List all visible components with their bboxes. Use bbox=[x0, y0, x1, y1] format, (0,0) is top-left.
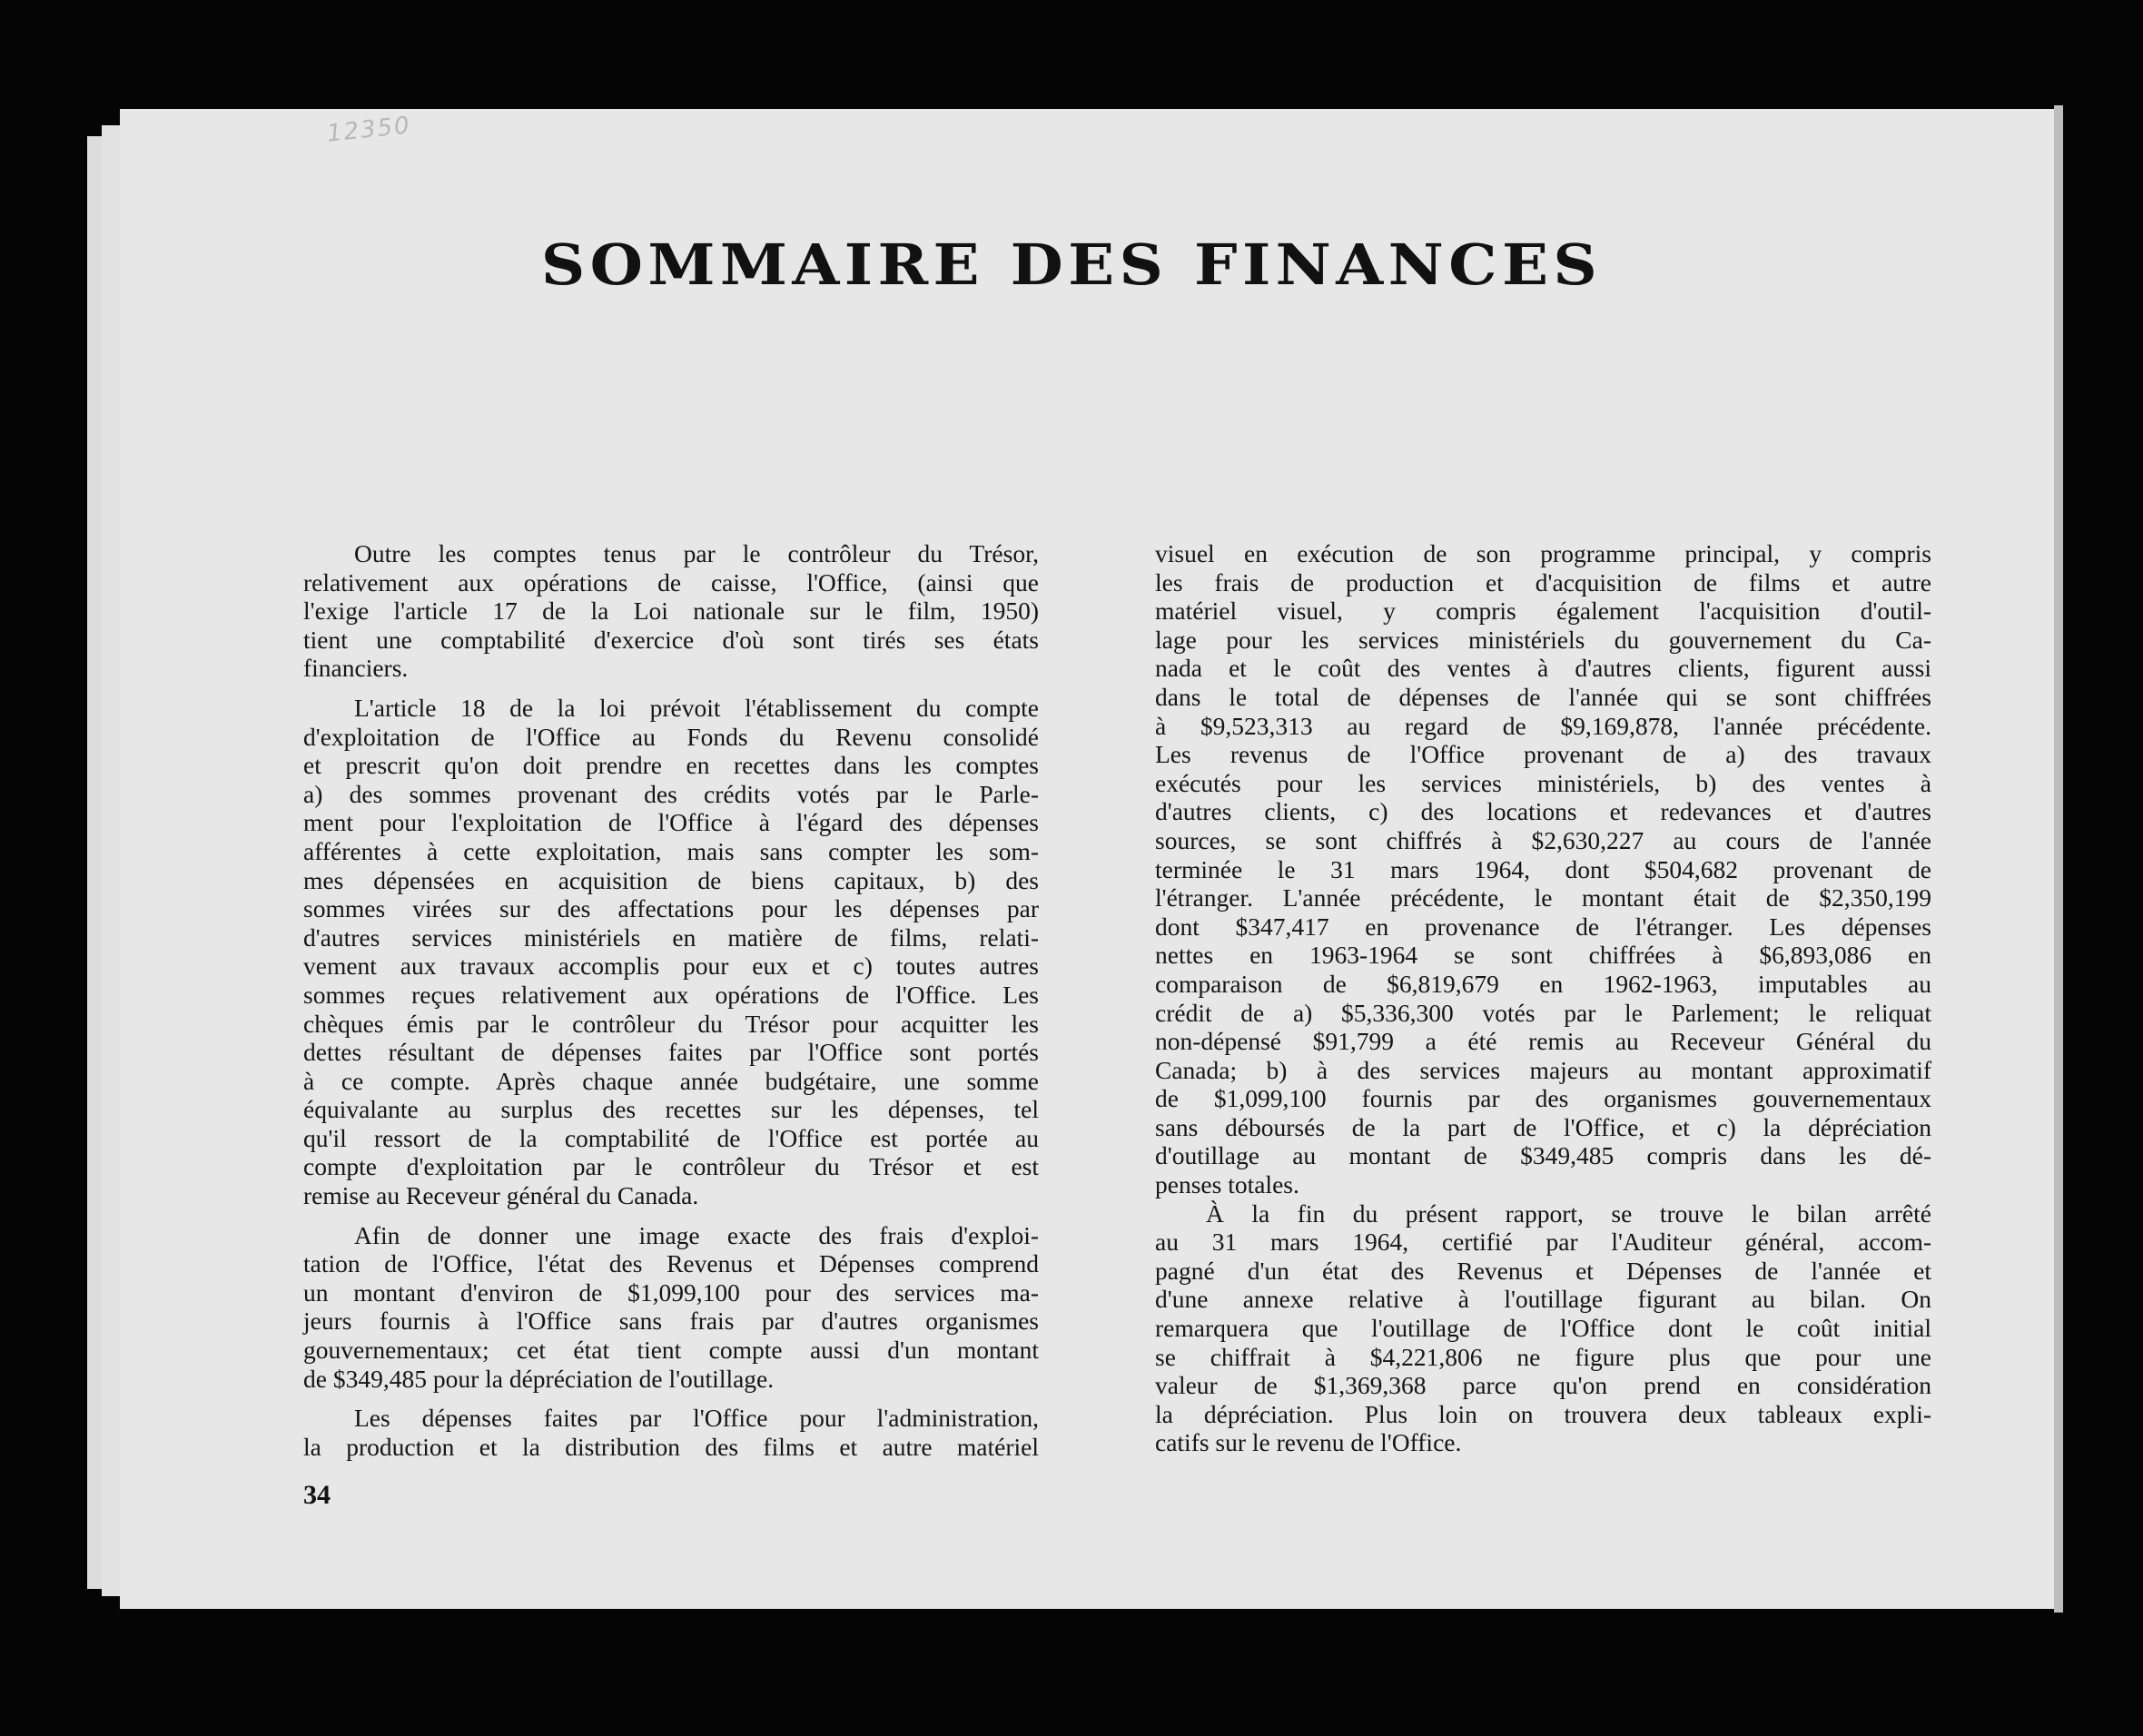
text-line: sans déboursés de la part de l'Office, et c) la dépréciation bbox=[1155, 1112, 1931, 1141]
text-line: d'outillage au montant de $349,485 compris dans les dé- bbox=[1155, 1141, 1931, 1170]
text-line: vement aux travaux accomplis pour eux et c) toutes autres bbox=[303, 952, 1039, 981]
text-line: jeurs fournis à l'Office sans frais par d'autres organismes bbox=[303, 1307, 1039, 1336]
text-line: qu'il ressort de la comptabilité de l'Office est portée au bbox=[303, 1123, 1039, 1152]
text-line: équivalante au surplus des recettes sur les dépenses, tel bbox=[303, 1095, 1039, 1124]
text-line: pagné d'un état des Revenus et Dépenses de l'année et bbox=[1155, 1256, 1931, 1285]
text-line: sommes virées sur des affectations pour les dépenses par bbox=[303, 894, 1039, 923]
text-line: d'autres clients, c) des locations et redevances et d'autres bbox=[1155, 797, 1931, 826]
text-line: compte d'exploitation par le contrôleur du Trésor et est bbox=[303, 1152, 1039, 1181]
text-line: relativement aux opérations de caisse, l'Office, (ainsi que bbox=[303, 567, 1039, 597]
text-line: de $1,099,100 fournis par des organismes gouvernementaux bbox=[1155, 1084, 1931, 1113]
text-line: à ce compte. Après chaque année budgétaire, une somme bbox=[303, 1066, 1039, 1095]
text-line: chèques émis par le contrôleur du Trésor pour acquitter les bbox=[303, 1009, 1039, 1038]
text-line: l'exige l'article 17 de la Loi nationale sur le film, 1950) bbox=[303, 597, 1039, 626]
right-column bbox=[1155, 539, 1931, 1468]
paragraph bbox=[1155, 539, 1931, 1199]
text-line: Les revenus de l'Office provenant de a) des travaux bbox=[1155, 740, 1931, 769]
text-line: sources, se sont chiffrés à $2,630,227 au cours de l'année bbox=[1155, 825, 1931, 854]
text-line: crédit de a) $5,336,300 votés par le Parlement; le reliquat bbox=[1155, 998, 1931, 1027]
text-line: d'autres services ministériels en matière de films, relati- bbox=[303, 922, 1039, 952]
text-line: Afin de donner une image exacte des frais d'exploi- bbox=[354, 1220, 1039, 1249]
text-line: à $9,523,313 au regard de $9,169,878, l'année précédente. bbox=[1155, 711, 1931, 740]
text-line: la production et la distribution des films et autre matériel bbox=[303, 1432, 1039, 1461]
text-line: ment pour l'exploitation de l'Office à l'égard des dépenses bbox=[303, 808, 1039, 837]
text-line: nettes en 1963-1964 se sont chiffrées à $6,893,086 en bbox=[1155, 941, 1931, 970]
paragraph bbox=[303, 1404, 1039, 1461]
text-line: L'article 18 de la loi prévoit l'établissement du compte bbox=[354, 693, 1039, 722]
text-line: nada et le coût des ventes à d'autres clients, figurent aussi bbox=[1155, 654, 1931, 683]
text-line: au 31 mars 1964, certifié par l'Auditeur général, accom- bbox=[1155, 1228, 1931, 1257]
text-line: remise au Receveur général du Canada. bbox=[303, 1181, 699, 1210]
text-line: et prescrit qu'on doit prendre en recettes dans les comptes bbox=[303, 751, 1039, 780]
page-title: SOMMAIRE DES FINANCES bbox=[540, 232, 1603, 298]
text-line: non-dépensé $91,799 a été remis au Receveur Général du bbox=[1155, 1027, 1931, 1056]
page-right-edge bbox=[2054, 105, 2063, 1613]
text-line: mes dépensées en acquisition de biens capitaux, b) des bbox=[303, 865, 1039, 894]
text-line: l'étranger. L'année précédente, le montant était de $2,350,199 bbox=[1155, 883, 1931, 912]
page-number: 34 bbox=[303, 1480, 331, 1510]
text-line: À la fin du présent rapport, se trouve le bilan arrêté bbox=[1206, 1198, 1931, 1228]
text-line: dont $347,417 en provenance de l'étranger. Les dépenses bbox=[1155, 912, 1931, 941]
text-line: dans le total de dépenses de l'année qui se sont chiffrées bbox=[1155, 682, 1931, 711]
text-line: a) des sommes provenant des crédits votés par le Parle- bbox=[303, 779, 1039, 808]
paragraph bbox=[303, 1221, 1039, 1394]
text-line: sommes reçues relativement aux opérations de l'Office. Les bbox=[303, 980, 1039, 1009]
text-line: remarquera que l'outillage de l'Office dont le coût initial bbox=[1155, 1314, 1931, 1343]
text-line: exécutés pour les services ministériels, b) des ventes à bbox=[1155, 768, 1931, 797]
text-line: tation de l'Office, l'état des Revenus et Dépenses comprend bbox=[303, 1249, 1039, 1278]
paragraph bbox=[303, 694, 1039, 1210]
text-line: comparaison de $6,819,679 en 1962-1963, imputables au bbox=[1155, 969, 1931, 998]
text-line: afférentes à cette exploitation, mais sans compter les som- bbox=[303, 836, 1039, 865]
text-line: valeur de $1,369,368 parce qu'on prend en considération bbox=[1155, 1371, 1931, 1400]
text-line: se chiffrait à $4,221,806 ne figure plus que pour une bbox=[1155, 1342, 1931, 1371]
text-line: la dépréciation. Plus loin on trouvera deux tableaux expli- bbox=[1155, 1399, 1931, 1428]
text-line: de $349,485 pour la dépréciation de l'outillage. bbox=[303, 1364, 775, 1393]
text-line: d'exploitation de l'Office au Fonds du Revenu consolidé bbox=[303, 722, 1039, 751]
left-column bbox=[303, 539, 1039, 1472]
paragraph bbox=[1155, 1199, 1931, 1457]
text-line: lage pour les services ministériels du gouvernement du Ca- bbox=[1155, 625, 1931, 654]
text-line: financiers. bbox=[303, 654, 409, 683]
text-line: matériel visuel, y compris également l'acquisition d'outil- bbox=[1155, 597, 1931, 626]
handwritten-note: 12350 bbox=[325, 112, 413, 148]
text-line: Outre les comptes tenus par le contrôleur du Trésor, bbox=[354, 539, 1039, 567]
text-line: d'une annexe relative à l'outillage figurant au bilan. On bbox=[1155, 1285, 1931, 1314]
text-line: dettes résultant de dépenses faites par l'Office sont portés bbox=[303, 1038, 1039, 1067]
text-line: les frais de production et d'acquisition de films et autre bbox=[1155, 567, 1931, 597]
text-line: Les dépenses faites par l'Office pour l'administration, bbox=[354, 1404, 1039, 1433]
text-line: tient une comptabilité d'exercice d'où sont tirés ses états bbox=[303, 625, 1039, 654]
text-line: visuel en exécution de son programme principal, y compris bbox=[1155, 539, 1931, 567]
text-line: catifs sur le revenu de l'Office. bbox=[1155, 1428, 1462, 1457]
text-line: un montant d'environ de $1,099,100 pour des services ma- bbox=[303, 1277, 1039, 1307]
text-line: penses totales. bbox=[1155, 1170, 1299, 1199]
text-line: terminée le 31 mars 1964, dont $504,682 provenant de bbox=[1155, 854, 1931, 883]
text-line: Canada; b) à des services majeurs au montant approximatif bbox=[1155, 1055, 1931, 1084]
paragraph bbox=[303, 539, 1039, 683]
text-line: gouvernementaux; cet état tient compte aussi d'un montant bbox=[303, 1336, 1039, 1365]
